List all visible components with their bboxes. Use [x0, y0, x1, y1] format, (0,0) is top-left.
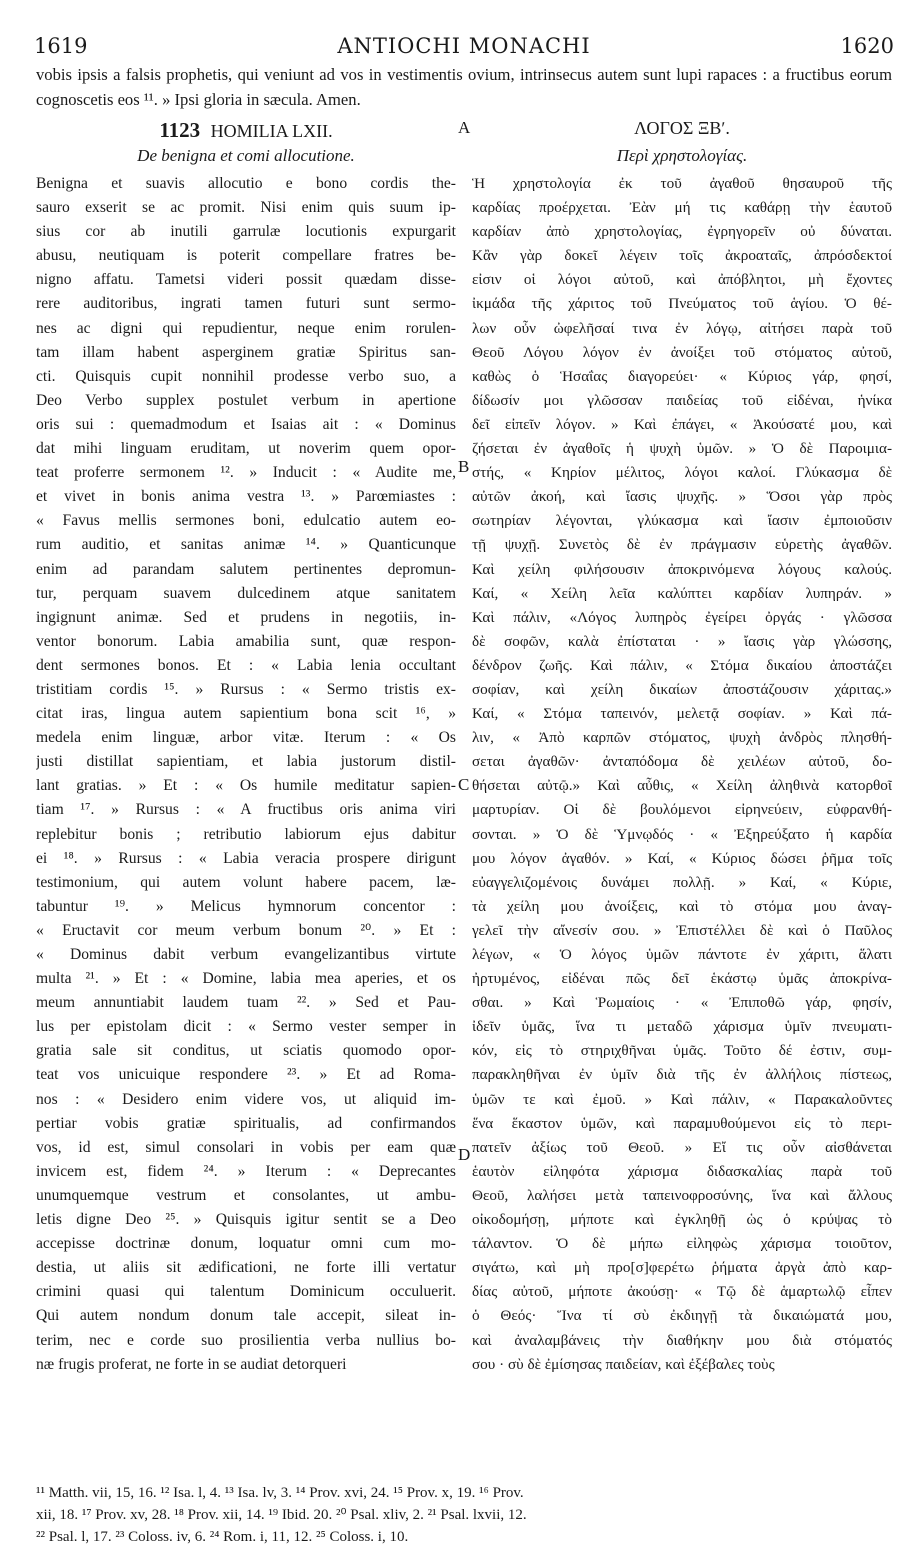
- text-line: multa ²¹. » Et : « Domine, labia mea aperies, et os: [36, 970, 456, 988]
- text-line: Benigna et suavis allocutio e bono cordis the-: [36, 175, 456, 192]
- homily-title: HOMILIA LXII.: [210, 121, 333, 141]
- text-line: ei ¹⁸. » Rursus : « Labia veracia prospere dirigunt: [36, 849, 456, 867]
- text-line: unumquemque vestrum et consolantes, ut ambu-: [36, 1186, 456, 1204]
- text-line: sius cor ab inutili garrulæ locutionis expurgarit: [36, 223, 456, 241]
- text-line: μαρτυρίαν. Οἱ δὲ βουλόμενοι εἰρηνεύειν, εὐφρανθή-: [472, 801, 892, 819]
- text-line: σωτηρίαν λέγονται, γλύκασμα καὶ ἴασιν ἐμποιοῦσιν: [472, 512, 892, 530]
- text-line: nes ac digni qui repudientur, neque enim rorulen-: [36, 319, 456, 337]
- text-line: θήσεται αὐτῷ.» Καὶ αὖθις, « Χείλη ἀληθινὰ κατορθοῖ: [472, 777, 892, 795]
- text-line: dent sermones bonos. Et : « Labia lenia occultant: [36, 656, 456, 674]
- text-line: σεται ἀγαθῶν· ἀνταπόδομα δὲ χειλέων αὐτοῦ, δο-: [472, 753, 892, 771]
- text-line: πατεῖν ἀξίως τοῦ Θεοῦ. » Εἴ τις οὖν αἰσθάνεται: [472, 1138, 892, 1156]
- text-line: Καί, « Στόμα ταπεινόν, μελετᾷ σοφίαν. » Καὶ πά-: [472, 705, 892, 723]
- text-line: ὑμῶν τε καὶ ἐμοῦ. » Καὶ πάλιν, « Παρακαλοῦντες: [472, 1090, 892, 1108]
- text-line: μου λόγον ἀγαθόν. » Καί, « Κύριος δώσει ῥῆμα τοῖς: [472, 849, 892, 867]
- text-line: crimini quasi qui talentum Dominicum occuluerit.: [36, 1283, 456, 1301]
- text-line: τῇ ψυχῇ. Συνετὸς δὲ ἐν πράγμασιν εὑρετὴς ἀγαθῶν.: [472, 536, 892, 554]
- text-line: pertiar vobis gratiæ spiritualis, ad confirmandos: [36, 1114, 456, 1132]
- text-line: Deo Verbo supplex postulet verbum in apertione: [36, 391, 456, 409]
- text-line: ventor bonorum. Labia amabilia sunt, quæ respon-: [36, 632, 456, 650]
- text-line: gratia sale sit conditus, ut sciatis quomodo opor-: [36, 1042, 456, 1060]
- text-line: σιγάτω, καὶ μὴ προ[σ]φερέτω ῥήματα ἀργὰ ἀπὸ καρ-: [472, 1259, 892, 1277]
- text-line: οἰκοδομήσῃ, μήποτε καὶ ἐγκληθῇ ὡς ὁ κρύψας τὸ: [472, 1211, 892, 1229]
- text-line: Ἡ χρηστολογία ἐκ τοῦ ἀγαθοῦ θησαυροῦ τῆς: [472, 175, 892, 192]
- text-line: αὐτῶν ἀκοή, καὶ ἴασις ψυχῆς. » Ὅσοι γὰρ πρὸς: [472, 488, 892, 506]
- greek-title: ΛΟΓΟΣ ΞΒʹ.: [634, 118, 730, 138]
- text-line: παρακληθῆναι ἐν ὑμῖν διὰ τῆς ἐν ἀλλήλοις πίστεως,: [472, 1066, 892, 1084]
- text-line: σονται. » Ὁ δὲ Ὑμνῳδός · « Ἐξηρεύξατο ἡ καρδία: [472, 825, 892, 843]
- text-line: tam illam habent asperginem gratiæ Spiritus san-: [36, 343, 456, 361]
- text-line: ὁ Θεός· Ἵνα τί σὺ ἐκδιηγῇ τὰ δικαιώματά μου,: [472, 1307, 892, 1325]
- footnotes: [36, 1482, 892, 1548]
- margin-marker-a: A: [458, 118, 471, 137]
- text-line: « Eructavit cor meum verbum bonum ²⁰. » Et :: [36, 921, 456, 939]
- text-line: γελεῖ τὴν αἴνεσίν σου. » Ἐπιστέλλει δὲ καὶ ὁ Παῦλος: [472, 921, 892, 939]
- text-line: tur, perquam suavem dulcedinem atque sanitatem: [36, 584, 456, 602]
- text-line: λιν, « Ἀπὸ καρπῶν στόματος, ψυχὴ ἀνδρὸς πλησθή-: [472, 729, 892, 747]
- text-line: teat proferre sermonem ¹². » Inducit : « Audite me,: [36, 464, 456, 482]
- footnote-line: ¹¹ Matth. vii, 15, 16. ¹² Isa. l, 4. ¹³ Isa. lv, 3. ¹⁴ Prov. xvi, 24. ¹⁵ Prov. x, 19. ¹⁶ Prov.: [36, 1485, 524, 1501]
- text-line: sauro exserit se ac promit. Nisi enim quis suum ip-: [36, 199, 456, 217]
- text-line: Καὶ πάλιν, «Λόγος λυπηρὸς ἐγείρει ὀργάς · γλῶσσα: [472, 608, 892, 626]
- page-header: [34, 34, 894, 62]
- text-line: σθαι. » Καὶ Ῥωμαίοις · « Ἐπιποθῶ γάρ, φησίν,: [472, 994, 892, 1012]
- text-line: lus per epistolam dicit : « Sermo vester semper in: [36, 1018, 456, 1036]
- text-line: δίας αὐτοῦ, μήποτε ἀκούσῃ· « Τῷ δὲ ἁμαρτωλῷ εἶπεν: [472, 1283, 892, 1301]
- text-line: καὶ ἀναλαμβάνεις τὴν διαθήκην μου διὰ στόματός: [472, 1331, 892, 1349]
- text-line: næ frugis proferat, ne forte in se audiat detorqueri: [36, 1355, 347, 1373]
- text-line: invicem est, fidem ²⁴. » Iterum : « Deprecantes: [36, 1162, 456, 1180]
- text-line: tristitiam cordis ¹⁵. » Rursus : « Sermo tristis ex-: [36, 680, 456, 698]
- text-line: dat mihi linguam eruditam, ut noverim quem opor-: [36, 440, 456, 458]
- text-line: ἕνα ἕκαστον ὑμῶν, καὶ παραμυθούμενοι εἰς τὸ περι-: [472, 1114, 892, 1132]
- text-line: rere auditoribus, ingrati tamen futuri sunt sermo-: [36, 295, 456, 313]
- text-line: testimonium, qui autem volunt habere pacem, læ-: [36, 873, 456, 891]
- latin-title: [36, 118, 456, 146]
- text-line: λέγων, « Ὁ λόγος ὑμῶν πάντοτε ἐν χάριτι, ἅλατι: [472, 946, 892, 963]
- text-line: tabuntur ¹⁹. » Melicus hymnorum concentor :: [36, 897, 456, 915]
- text-line: « Dominus dabit verbum evangelizantibus virtute: [36, 946, 456, 963]
- text-line: τὰ χείλη μου ἀνοίξεις, καὶ τὸ στόμα μου ἀναγ-: [472, 897, 892, 915]
- text-line: meum annuntiabit laudem tuam ²². » Sed et Pau-: [36, 994, 456, 1012]
- greek-column: [472, 118, 892, 1377]
- margin-marker-c: C: [458, 775, 470, 794]
- margin-marker-d: D: [458, 1145, 471, 1164]
- text-line: ἠρτυμένος, εἰδέναι πῶς δεῖ ἑκάστῳ ὑμᾶς ἀποκρίνα-: [472, 970, 892, 988]
- text-line: Θεοῦ Λόγου λόγον ἐν ἀνοίξει τοῦ στόματος αὐτοῦ,: [472, 343, 892, 361]
- text-line: teat vos unicuique respondere ²³. » Et ad Roma-: [36, 1066, 456, 1084]
- text-line: cti. Quisquis cupit nonnihil prodesse verbo suo, a: [36, 367, 456, 385]
- text-line: δένδρον ζωῆς. Καὶ πάλιν, « Στόμα δικαίου ἀποστάζει: [472, 656, 892, 674]
- text-line: accepisse doctrinæ donum, loquatur omni cum mo-: [36, 1235, 456, 1253]
- latin-subtitle: De benigna et comi allocutione.: [137, 146, 355, 165]
- latin-text: [36, 172, 456, 1377]
- text-line: Qui autem nondum donum tale accepit, sileat in-: [36, 1307, 456, 1325]
- text-line: εὐαγγελιζομένοις δυνάμει πολλῇ. » Καί, « Κύριε,: [472, 873, 892, 891]
- text-line: letis digne Deo ²⁵. » Quisquis igitur sentit se a Deo: [36, 1211, 456, 1229]
- text-line: στής, « Κηρίον μέλιτος, λόγοι καλοί. Γλύκασμα δὲ: [472, 464, 892, 482]
- text-line: destia, ut aliis sit ædificationi, ne forte illi vertatur: [36, 1259, 456, 1277]
- text-line: σοφίαν, καὶ χείλη δικαίων ἀποστάζουσιν χάριτας.»: [472, 680, 892, 698]
- right-page-number: 1620: [840, 34, 894, 58]
- text-line: ingignunt animæ. Sed et prudens in negotiis, in-: [36, 608, 456, 626]
- text-line: καρδίας προέρχεται. Ἐὰν μή τις καθάρῃ τὴν ἑαυτοῦ: [472, 199, 892, 217]
- text-line: nigno affatu. Tametsi videri possit quædam disse-: [36, 271, 456, 289]
- column-number: 1123: [159, 118, 201, 142]
- text-line: Καὶ χείλη φιλήσουσιν ἀποκρινόμενα λόγους καλούς.: [472, 560, 892, 578]
- text-line: justi distillat sapientiam, et labia justorum distil-: [36, 753, 456, 771]
- text-line: εἰσιν οἱ λόγοι αὐτοῦ, καὶ ἀπόβλητοι, μὴ ἔχοντες: [472, 271, 892, 289]
- lead-paragraph: vobis ipsis a falsis prophetis, qui veniunt ad vos in vestimentis ovium, intrinsecus autem sunt lupi rapaces : a fructibus eorum cognoscetis eos ¹¹. » Ipsi gloria in sæcula. Amen.: [36, 65, 892, 109]
- greek-subtitle: Περὶ χρηστολογίας.: [616, 146, 748, 165]
- text-line: citat iras, lingua autem sapientium bona scit ¹⁶, »: [36, 705, 456, 723]
- text-line: ζήσεται ἐν ἀγαθοῖς ἡ ψυχὴ ὑμῶν. » Ὁ δὲ Παροιμια-: [472, 440, 892, 458]
- text-line: terim, nec e corde suo prosilientia verba nullius bo-: [36, 1331, 456, 1349]
- text-line: nos : « Desidero enim videre vos, ut aliquid im-: [36, 1090, 456, 1108]
- text-line: δεῖ εἰπεῖν λόγον. » Καὶ ἐπάγει, « Ἀκούσατέ μου, καὶ: [472, 415, 892, 433]
- text-line: λων οὖν ὠφελῆσαί τινα ἐν λόγῳ, αἰτήσει παρὰ τοῦ: [472, 319, 892, 337]
- text-line: replebitur bonis ; retributio labiorum ejus dabitur: [36, 825, 456, 843]
- text-line: κόν, εἰς τὸ στηριχθῆναι ὑμᾶς. Τοῦτο δέ ἐστιν, συμ-: [472, 1042, 892, 1060]
- text-line: δίδωσίν μοι γλῶσσαν παιδείας τοῦ εἰδέναι, ἡνίκα: [472, 391, 892, 409]
- text-line: enim ad parandam salutem pertinentes depromun-: [36, 560, 456, 578]
- text-line: medela enim linguæ, arbor vitæ. Iterum : « Os: [36, 729, 456, 747]
- latin-column: [36, 118, 456, 1377]
- text-line: καθὼς ὁ Ἡσαΐας διαγορεύει· « Κύριος γάρ, φησί,: [472, 367, 892, 385]
- footnote-line: ²² Psal. l, 17. ²³ Coloss. iv, 6. ²⁴ Rom. i, 11, 12. ²⁵ Coloss. i, 10.: [36, 1529, 409, 1545]
- text-line: ἰδεῖν ὑμᾶς, ἵνα τι μεταδῶ χάρισμα ὑμῖν πνευματι-: [472, 1018, 892, 1036]
- text-line: ἰκμάδα τῆς χάριτος τοῦ Πνεύματος τοῦ ἁγίου. Ὁ θέ-: [472, 295, 892, 313]
- left-page-number: 1619: [34, 34, 88, 58]
- text-line: καρδίαν ἀπὸ χρηστολογίας, ἐγρηγορεῖν οὐ δύναται.: [472, 223, 892, 241]
- greek-text: [472, 172, 892, 1377]
- text-line: Κἂν γὰρ δοκεῖ λέγειν τοῖς ἀκροαταῖς, ἀπρόσδεκτοί: [472, 247, 892, 265]
- footnote-line: xii, 18. ¹⁷ Prov. xv, 28. ¹⁸ Prov. xii, 14. ¹⁹ Ibid. 20. ²⁰ Psal. xliv, 2. ²¹ Psal. lxvii, 12.: [36, 1507, 527, 1523]
- text-line: « Favus mellis sermones boni, edulcatio autem eo-: [36, 512, 456, 530]
- text-line: σου · σὺ δὲ ἐμίσησας παιδείαν, καὶ ἐξέβαλες τοὺς: [472, 1355, 775, 1373]
- text-line: tiam ¹⁷. » Rursus : « A fructibus oris anima viri: [36, 801, 456, 819]
- text-line: δὲ σοφῶν, καλὰ ἐπίσταται · » ἴασις γὰρ γλώσσης,: [472, 632, 892, 650]
- text-line: et vivet in bonis anima vestra ¹³. » Parœmiastes :: [36, 488, 456, 506]
- text-line: oris sui : quemadmodum et Isaias ait : « Dominus: [36, 415, 456, 433]
- text-line: vos, id est, simul consolari in vobis per eam quæ: [36, 1138, 456, 1156]
- margin-marker-b: B: [458, 457, 470, 476]
- text-line: Θεοῦ, λαλήσει μετὰ ταπεινοφροσύνης, ἵνα καὶ ἄλλους: [472, 1186, 892, 1204]
- text-line: ἑαυτὸν εἰληφότα χάρισμα διδασκαλίας παρὰ τοῦ: [472, 1162, 892, 1180]
- text-line: abusu, neutiquam is poterit compellare fratres be-: [36, 247, 456, 265]
- text-line: rum auditio, et sanitas animæ ¹⁴. » Quanticunque: [36, 536, 456, 554]
- text-line: τάλαντον. Ὁ δὲ μήπω εἰληφὼς χάρισμα τοιοῦτον,: [472, 1235, 892, 1253]
- running-title: ANTIOCHI MONACHI: [337, 34, 591, 58]
- text-line: lant gratias. » Et : « Os humile meditatur sapien-: [36, 777, 456, 795]
- text-line: Καί, « Χείλη λεῖα καλύπτει καρδίαν λυπηράν. »: [472, 584, 892, 602]
